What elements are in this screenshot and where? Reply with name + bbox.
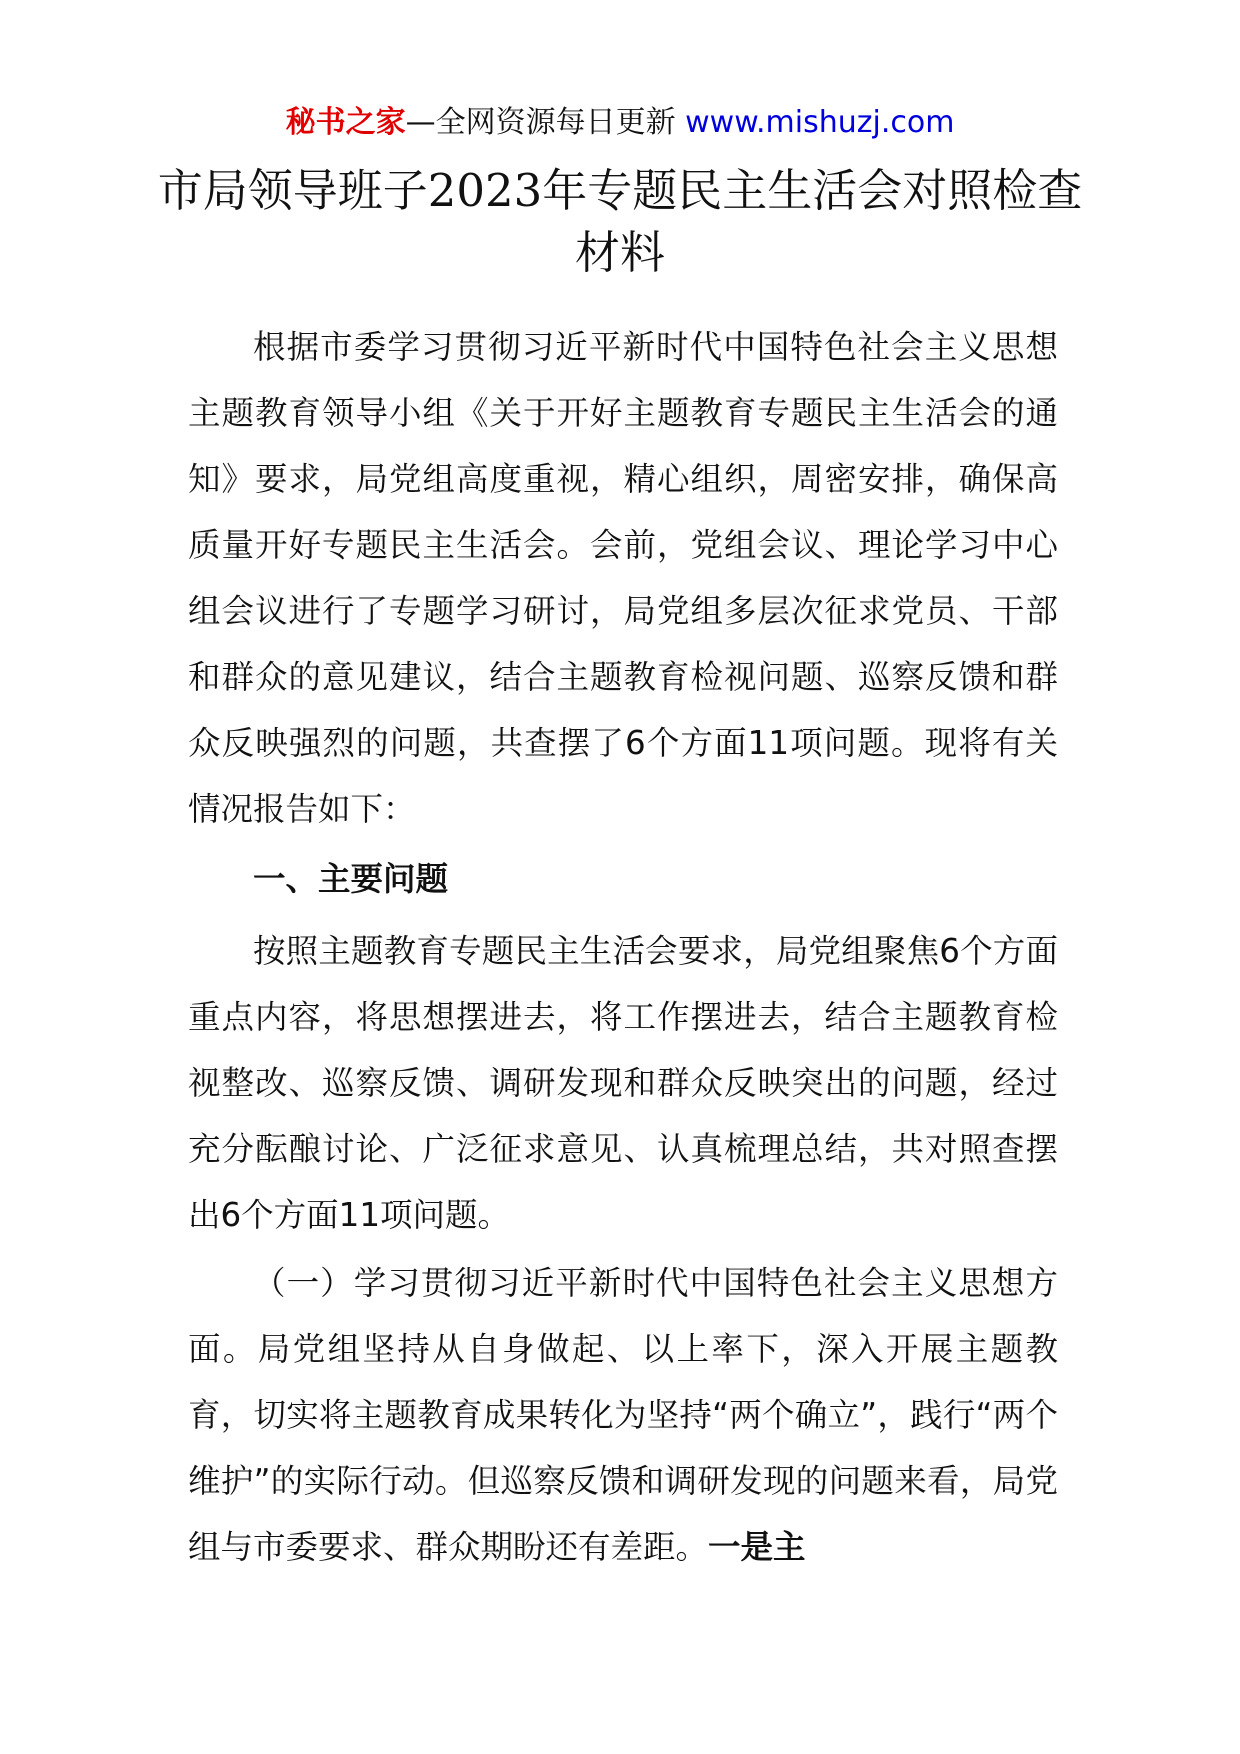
document-title: 市局领导班子2023年专题民主生活会对照检查材料	[157, 164, 1083, 279]
subsection-paragraph-block	[188, 1250, 1058, 1580]
section-heading-block	[188, 846, 1058, 912]
section-paragraph: 按照主题教育专题民主生活会要求，局党组聚焦6个方面重点内容，将思想摆进去，将工作摆进去，结合主题教育检视整改、巡察反馈、调研发现和群众反映突出的问题，经过充分酝酿讨论、广泛征求意见、认真梳理总结，共对照查摆出6个方面11项问题。	[188, 932, 1058, 1234]
site-url-link[interactable]: www.mishuzj.com	[685, 105, 955, 140]
header-dash: —	[405, 105, 436, 140]
subsection-paragraph-text: （一）学习贯彻习近平新时代中国特色社会主义思想方面。局党组坚持从自身做起、以上率下，深入开展主题教育，切实将主题教育成果转化为坚持“两个确立”，践行“两个维护”的实际行动。但巡察反馈和调研发现的问题来看，局党组与市委要求、群众期盼还有差距。	[188, 1264, 1058, 1566]
header-slogan: 全网资源每日更新	[435, 105, 686, 140]
subsection-bold-lead: 一是主	[708, 1528, 806, 1566]
site-header	[0, 101, 1240, 145]
intro-paragraph: 根据市委学习贯彻习近平新时代中国特色社会主义思想主题教育领导小组《关于开好主题教育专题民主生活会的通知》要求，局党组高度重视，精心组织，周密安排，确保高质量开好专题民主生活会。会前，党组会议、理论学习中心组会议进行了专题学习研讨，局党组多层次征求党员、干部和群众的意见建议，结合主题教育检视问题、巡察反馈和群众反映强烈的问题，共查摆了6个方面11项问题。现将有关情况报告如下：	[188, 328, 1058, 828]
section-heading: 一、主要问题	[253, 860, 449, 898]
subsection-paragraph	[188, 1250, 1058, 1580]
section-paragraph-block	[188, 918, 1058, 1248]
brand-name: 秘书之家	[285, 105, 406, 140]
intro-paragraph-block	[188, 314, 1058, 842]
